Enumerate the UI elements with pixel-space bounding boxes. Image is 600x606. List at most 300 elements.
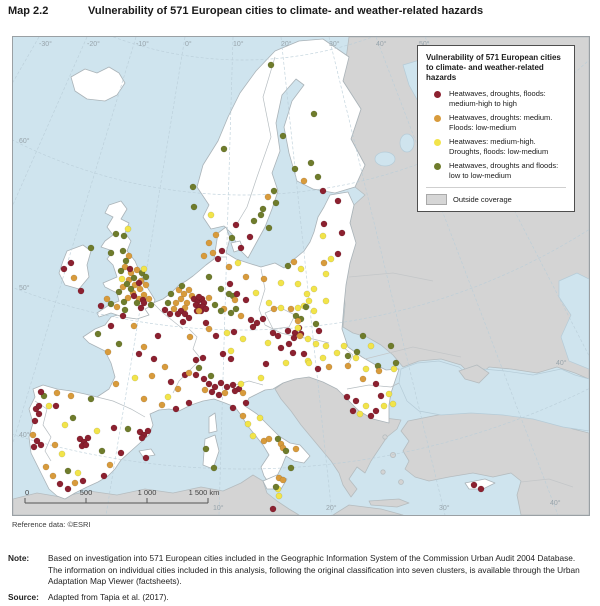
city-dot[interactable] xyxy=(293,446,299,452)
city-dot[interactable] xyxy=(297,333,303,339)
city-dot[interactable] xyxy=(53,403,59,409)
city-dot[interactable] xyxy=(71,275,77,281)
graticule-label: -20° xyxy=(87,41,100,48)
legend-items xyxy=(426,89,566,180)
city-dot[interactable] xyxy=(213,232,219,238)
city-dot[interactable] xyxy=(143,455,149,461)
city-dot[interactable] xyxy=(363,366,369,372)
city-dot[interactable] xyxy=(175,386,181,392)
city-dot[interactable] xyxy=(118,268,124,274)
lake-ladoga xyxy=(375,152,395,166)
city-dot[interactable] xyxy=(360,376,366,382)
city-dot[interactable] xyxy=(268,62,274,68)
city-dot[interactable] xyxy=(235,260,241,266)
city-dot[interactable] xyxy=(167,311,173,317)
city-dot[interactable] xyxy=(114,304,120,310)
city-dot[interactable] xyxy=(125,426,131,432)
city-dot[interactable] xyxy=(201,253,207,259)
city-dot[interactable] xyxy=(238,381,244,387)
city-dot[interactable] xyxy=(320,233,326,239)
reference-data-text: Reference data: ©ESRI xyxy=(12,520,91,529)
city-dot[interactable] xyxy=(162,364,168,370)
city-dot[interactable] xyxy=(270,506,276,512)
city-dot[interactable] xyxy=(247,234,253,240)
city-dot[interactable] xyxy=(211,465,217,471)
city-dot[interactable] xyxy=(165,394,171,400)
city-dot[interactable] xyxy=(291,335,297,341)
graticule-label: 20° xyxy=(326,505,337,512)
legend-title: Vulnerability of 571 European cities to climate- and weather-related hazards xyxy=(426,53,561,82)
city-dot[interactable] xyxy=(231,329,237,335)
city-dot[interactable] xyxy=(54,390,60,396)
city-dot[interactable] xyxy=(298,266,304,272)
city-dot[interactable] xyxy=(258,375,264,381)
city-dot[interactable] xyxy=(120,248,126,254)
city-dot[interactable] xyxy=(224,384,230,390)
city-dot[interactable] xyxy=(193,372,199,378)
city-dot[interactable] xyxy=(191,204,197,210)
city-dot[interactable] xyxy=(386,391,392,397)
city-dot[interactable] xyxy=(141,396,147,402)
city-dot[interactable] xyxy=(228,348,234,354)
city-dot[interactable] xyxy=(108,250,114,256)
graticule-label: 10° xyxy=(213,505,224,512)
city-dot[interactable] xyxy=(196,365,202,371)
city-dot[interactable] xyxy=(278,305,284,311)
city-dot[interactable] xyxy=(390,401,396,407)
city-dot[interactable] xyxy=(219,248,225,254)
city-dot[interactable] xyxy=(350,408,356,414)
city-dot[interactable] xyxy=(306,360,312,366)
city-dot[interactable] xyxy=(368,413,374,419)
city-dot[interactable] xyxy=(316,328,322,334)
city-dot[interactable] xyxy=(88,396,94,402)
city-dot[interactable] xyxy=(221,146,227,152)
city-dot[interactable] xyxy=(125,226,131,232)
source-label: Source: xyxy=(8,592,39,602)
city-dot[interactable] xyxy=(196,308,202,314)
city-dot[interactable] xyxy=(286,341,292,347)
city-dot[interactable] xyxy=(305,336,311,342)
city-dot[interactable] xyxy=(373,408,379,414)
city-dot[interactable] xyxy=(210,250,216,256)
city-dot[interactable] xyxy=(391,366,397,372)
note-block xyxy=(8,553,590,588)
city-dot[interactable] xyxy=(315,366,321,372)
city-dot[interactable] xyxy=(238,313,244,319)
city-dot[interactable] xyxy=(68,393,74,399)
city-dot[interactable] xyxy=(228,356,234,362)
city-dot[interactable] xyxy=(149,373,155,379)
city-dot[interactable] xyxy=(334,350,340,356)
city-dot[interactable] xyxy=(320,355,326,361)
city-dot[interactable] xyxy=(266,436,272,442)
city-dot[interactable] xyxy=(124,281,130,287)
city-dot[interactable] xyxy=(186,370,192,376)
city-dot[interactable] xyxy=(278,280,284,286)
city-dot[interactable] xyxy=(250,324,256,330)
city-dot[interactable] xyxy=(78,288,84,294)
city-dot[interactable] xyxy=(265,194,271,200)
city-dot[interactable] xyxy=(72,480,78,486)
city-dot[interactable] xyxy=(363,403,369,409)
city-dot[interactable] xyxy=(345,353,351,359)
city-dot[interactable] xyxy=(206,326,212,332)
city-dot[interactable] xyxy=(132,375,138,381)
city-dot[interactable] xyxy=(216,392,222,398)
city-dot[interactable] xyxy=(162,307,168,313)
city-dot[interactable] xyxy=(148,302,154,308)
city-dot[interactable] xyxy=(258,212,264,218)
city-dot[interactable] xyxy=(32,418,38,424)
source-text: Adapted from Tapia et al. (2017). xyxy=(48,592,169,602)
city-dot[interactable] xyxy=(301,351,307,357)
city-dot[interactable] xyxy=(178,296,184,302)
city-dot[interactable] xyxy=(243,274,249,280)
city-dot[interactable] xyxy=(141,344,147,350)
city-dot[interactable] xyxy=(243,297,249,303)
city-dot[interactable] xyxy=(276,493,282,499)
city-dot[interactable] xyxy=(368,343,374,349)
city-dot[interactable] xyxy=(341,343,347,349)
city-dot[interactable] xyxy=(173,406,179,412)
city-dot[interactable] xyxy=(230,382,236,388)
city-dot[interactable] xyxy=(471,482,477,488)
city-dot[interactable] xyxy=(38,442,44,448)
city-dot[interactable] xyxy=(105,349,111,355)
legend-dot-icon xyxy=(434,163,441,170)
aegean-island xyxy=(390,452,395,457)
city-dot[interactable] xyxy=(251,218,257,224)
city-dot[interactable] xyxy=(308,160,314,166)
city-dot[interactable] xyxy=(313,321,319,327)
city-dot[interactable] xyxy=(83,442,89,448)
city-dot[interactable] xyxy=(271,306,277,312)
city-dot[interactable] xyxy=(295,325,301,331)
city-dot[interactable] xyxy=(201,376,207,382)
city-dot[interactable] xyxy=(271,188,277,194)
city-dot[interactable] xyxy=(208,212,214,218)
city-dot[interactable] xyxy=(321,260,327,266)
city-dot[interactable] xyxy=(313,341,319,347)
city-dot[interactable] xyxy=(218,286,224,292)
city-dot[interactable] xyxy=(266,300,272,306)
city-dot[interactable] xyxy=(238,245,244,251)
city-dot[interactable] xyxy=(57,481,63,487)
city-dot[interactable] xyxy=(250,433,256,439)
city-dot[interactable] xyxy=(139,435,145,441)
city-dot[interactable] xyxy=(240,413,246,419)
city-dot[interactable] xyxy=(243,400,249,406)
legend-item xyxy=(432,161,566,180)
city-dot[interactable] xyxy=(50,473,56,479)
map-number-label: Map 2.2 xyxy=(8,5,49,17)
city-dot[interactable] xyxy=(38,389,44,395)
city-dot[interactable] xyxy=(344,394,350,400)
city-dot[interactable] xyxy=(206,295,212,301)
city-dot[interactable] xyxy=(151,356,157,362)
city-dot[interactable] xyxy=(46,403,52,409)
city-dot[interactable] xyxy=(113,381,119,387)
city-dot[interactable] xyxy=(311,286,317,292)
city-dot[interactable] xyxy=(122,307,128,313)
city-dot[interactable] xyxy=(245,421,251,427)
city-dot[interactable] xyxy=(234,291,240,297)
city-dot[interactable] xyxy=(179,283,185,289)
city-dot[interactable] xyxy=(315,174,321,180)
city-dot[interactable] xyxy=(353,398,359,404)
city-dot[interactable] xyxy=(263,361,269,367)
city-dot[interactable] xyxy=(131,323,137,329)
city-dot[interactable] xyxy=(285,328,291,334)
city-dot[interactable] xyxy=(323,298,329,304)
city-dot[interactable] xyxy=(303,304,309,310)
city-dot[interactable] xyxy=(143,282,149,288)
city-dot[interactable] xyxy=(113,231,119,237)
city-dot[interactable] xyxy=(212,302,218,308)
city-dot[interactable] xyxy=(295,281,301,287)
city-dot[interactable] xyxy=(288,306,294,312)
city-dot[interactable] xyxy=(288,465,294,471)
city-dot[interactable] xyxy=(222,390,228,396)
city-dot[interactable] xyxy=(280,477,286,483)
city-dot[interactable] xyxy=(295,318,301,324)
city-dot[interactable] xyxy=(186,400,192,406)
city-dot[interactable] xyxy=(119,276,125,282)
city-dot[interactable] xyxy=(127,266,133,272)
city-dot[interactable] xyxy=(320,188,326,194)
city-dot[interactable] xyxy=(193,357,199,363)
city-dot[interactable] xyxy=(220,351,226,357)
city-dot[interactable] xyxy=(36,411,42,417)
city-dot[interactable] xyxy=(123,258,129,264)
city-dot[interactable] xyxy=(283,448,289,454)
city-dot[interactable] xyxy=(120,313,126,319)
city-dot[interactable] xyxy=(335,251,341,257)
map-canvas[interactable] xyxy=(12,36,590,516)
city-dot[interactable] xyxy=(98,303,104,309)
city-dot[interactable] xyxy=(215,256,221,262)
city-dot[interactable] xyxy=(107,462,113,468)
city-dot[interactable] xyxy=(171,306,177,312)
city-dot[interactable] xyxy=(108,301,114,307)
city-dot[interactable] xyxy=(253,290,259,296)
city-dot[interactable] xyxy=(478,486,484,492)
city-dot[interactable] xyxy=(136,280,142,286)
city-dot[interactable] xyxy=(134,300,140,306)
city-dot[interactable] xyxy=(230,405,236,411)
city-dot[interactable] xyxy=(388,343,394,349)
city-dot[interactable] xyxy=(68,260,74,266)
city-dot[interactable] xyxy=(85,435,91,441)
city-dot[interactable] xyxy=(311,308,317,314)
city-dot[interactable] xyxy=(116,341,122,347)
city-dot[interactable] xyxy=(128,286,134,292)
city-dot[interactable] xyxy=(240,390,246,396)
city-dot[interactable] xyxy=(206,274,212,280)
city-dot[interactable] xyxy=(265,340,271,346)
city-dot[interactable] xyxy=(218,308,224,314)
city-dot[interactable] xyxy=(175,311,181,317)
city-dot[interactable] xyxy=(306,298,312,304)
city-dot[interactable] xyxy=(321,221,327,227)
scale-bar-label: 0 xyxy=(25,488,30,497)
city-dot[interactable] xyxy=(59,451,65,457)
city-dot[interactable] xyxy=(108,323,114,329)
city-dot[interactable] xyxy=(180,319,186,325)
city-dot[interactable] xyxy=(95,331,101,337)
city-dot[interactable] xyxy=(326,364,332,370)
city-dot[interactable] xyxy=(203,446,209,452)
city-dot[interactable] xyxy=(226,264,232,270)
city-dot[interactable] xyxy=(30,432,36,438)
city-dot[interactable] xyxy=(62,422,68,428)
city-dot[interactable] xyxy=(145,428,151,434)
city-dot[interactable] xyxy=(159,402,165,408)
city-dot[interactable] xyxy=(165,300,171,306)
legend-item-label: Heatwaves, droughts, floods: medium-high to high xyxy=(449,89,546,108)
city-dot[interactable] xyxy=(168,379,174,385)
city-dot[interactable] xyxy=(218,380,224,386)
city-dot[interactable] xyxy=(275,333,281,339)
city-dot[interactable] xyxy=(141,266,147,272)
city-dot[interactable] xyxy=(323,343,329,349)
city-dot[interactable] xyxy=(283,360,289,366)
city-dot[interactable] xyxy=(52,442,58,448)
city-dot[interactable] xyxy=(360,333,366,339)
city-dot[interactable] xyxy=(232,388,238,394)
city-dot[interactable] xyxy=(65,468,71,474)
city-dot[interactable] xyxy=(146,296,152,302)
city-dot[interactable] xyxy=(65,486,71,492)
city-dot[interactable] xyxy=(295,305,301,311)
aegean-island xyxy=(383,435,387,439)
city-dot[interactable] xyxy=(36,403,42,409)
city-dot[interactable] xyxy=(121,299,127,305)
city-dot[interactable] xyxy=(168,291,174,297)
city-dot[interactable] xyxy=(229,235,235,241)
legend-item-label: Heatwaves, droughts: medium. Floods: low-medium xyxy=(449,113,553,132)
city-dot[interactable] xyxy=(206,240,212,246)
city-dot[interactable] xyxy=(345,363,351,369)
city-dot[interactable] xyxy=(196,294,202,300)
city-dot[interactable] xyxy=(357,411,363,417)
city-dot[interactable] xyxy=(61,266,67,272)
city-dot[interactable] xyxy=(292,166,298,172)
city-dot[interactable] xyxy=(187,334,193,340)
page-title: Vulnerability of 571 European cities to climate- and weather-related hazards xyxy=(88,5,484,17)
city-dot[interactable] xyxy=(137,286,143,292)
city-dot[interactable] xyxy=(233,222,239,228)
city-dot[interactable] xyxy=(285,263,291,269)
city-dot[interactable] xyxy=(138,305,144,311)
city-dot[interactable] xyxy=(116,289,122,295)
city-dot[interactable] xyxy=(111,425,117,431)
city-dot[interactable] xyxy=(227,281,233,287)
city-dot[interactable] xyxy=(290,350,296,356)
city-dot[interactable] xyxy=(186,287,192,293)
city-dot[interactable] xyxy=(31,444,37,450)
city-dot[interactable] xyxy=(228,310,234,316)
city-dot[interactable] xyxy=(280,133,286,139)
city-dot[interactable] xyxy=(131,275,137,281)
city-dot[interactable] xyxy=(208,373,214,379)
city-dot[interactable] xyxy=(376,368,382,374)
city-dot[interactable] xyxy=(339,230,345,236)
city-dot[interactable] xyxy=(70,415,76,421)
city-dot[interactable] xyxy=(378,393,384,399)
graticule-label: 0° xyxy=(185,41,192,48)
city-dot[interactable] xyxy=(273,200,279,206)
city-dot[interactable] xyxy=(118,450,124,456)
city-dot[interactable] xyxy=(260,316,266,322)
city-dot[interactable] xyxy=(328,256,334,262)
city-dot[interactable] xyxy=(203,320,209,326)
city-dot[interactable] xyxy=(323,271,329,277)
city-dot[interactable] xyxy=(240,336,246,342)
city-dot[interactable] xyxy=(353,355,359,361)
city-dot[interactable] xyxy=(232,297,238,303)
city-dot[interactable] xyxy=(381,403,387,409)
city-dot[interactable] xyxy=(186,315,192,321)
city-dot[interactable] xyxy=(224,330,230,336)
city-dot[interactable] xyxy=(101,473,107,479)
city-dot[interactable] xyxy=(190,184,196,190)
city-dot[interactable] xyxy=(94,428,100,434)
city-dot[interactable] xyxy=(99,448,105,454)
city-dot[interactable] xyxy=(80,478,86,484)
city-dot[interactable] xyxy=(248,317,254,323)
source-block xyxy=(8,592,590,604)
city-dot[interactable] xyxy=(43,464,49,470)
legend-item xyxy=(432,113,566,132)
city-dot[interactable] xyxy=(200,355,206,361)
city-dot[interactable] xyxy=(278,345,284,351)
city-dot[interactable] xyxy=(335,198,341,204)
city-dot[interactable] xyxy=(155,333,161,339)
city-dot[interactable] xyxy=(88,245,94,251)
city-dot[interactable] xyxy=(301,178,307,184)
city-dot[interactable] xyxy=(202,387,208,393)
city-dot[interactable] xyxy=(311,111,317,117)
city-dot[interactable] xyxy=(143,274,149,280)
city-dot[interactable] xyxy=(257,415,263,421)
city-dot[interactable] xyxy=(209,389,215,395)
outside-coverage-swatch xyxy=(426,194,447,205)
city-dot[interactable] xyxy=(304,291,310,297)
city-dot[interactable] xyxy=(266,225,272,231)
city-dot[interactable] xyxy=(291,259,297,265)
city-dot[interactable] xyxy=(206,381,212,387)
city-dot[interactable] xyxy=(354,349,360,355)
city-dot[interactable] xyxy=(273,484,279,490)
city-dot[interactable] xyxy=(233,306,239,312)
aegean-island xyxy=(381,470,385,474)
city-dot[interactable] xyxy=(104,296,110,302)
city-dot[interactable] xyxy=(260,206,266,212)
city-dot[interactable] xyxy=(393,360,399,366)
city-dot[interactable] xyxy=(203,306,209,312)
city-dot[interactable] xyxy=(213,333,219,339)
city-dot[interactable] xyxy=(75,470,81,476)
city-dot[interactable] xyxy=(261,276,267,282)
city-dot[interactable] xyxy=(136,351,142,357)
city-dot[interactable] xyxy=(131,293,137,299)
city-dot[interactable] xyxy=(373,381,379,387)
city-dot[interactable] xyxy=(173,300,179,306)
city-dot[interactable] xyxy=(121,233,127,239)
graticule-label: 30° xyxy=(329,41,340,48)
